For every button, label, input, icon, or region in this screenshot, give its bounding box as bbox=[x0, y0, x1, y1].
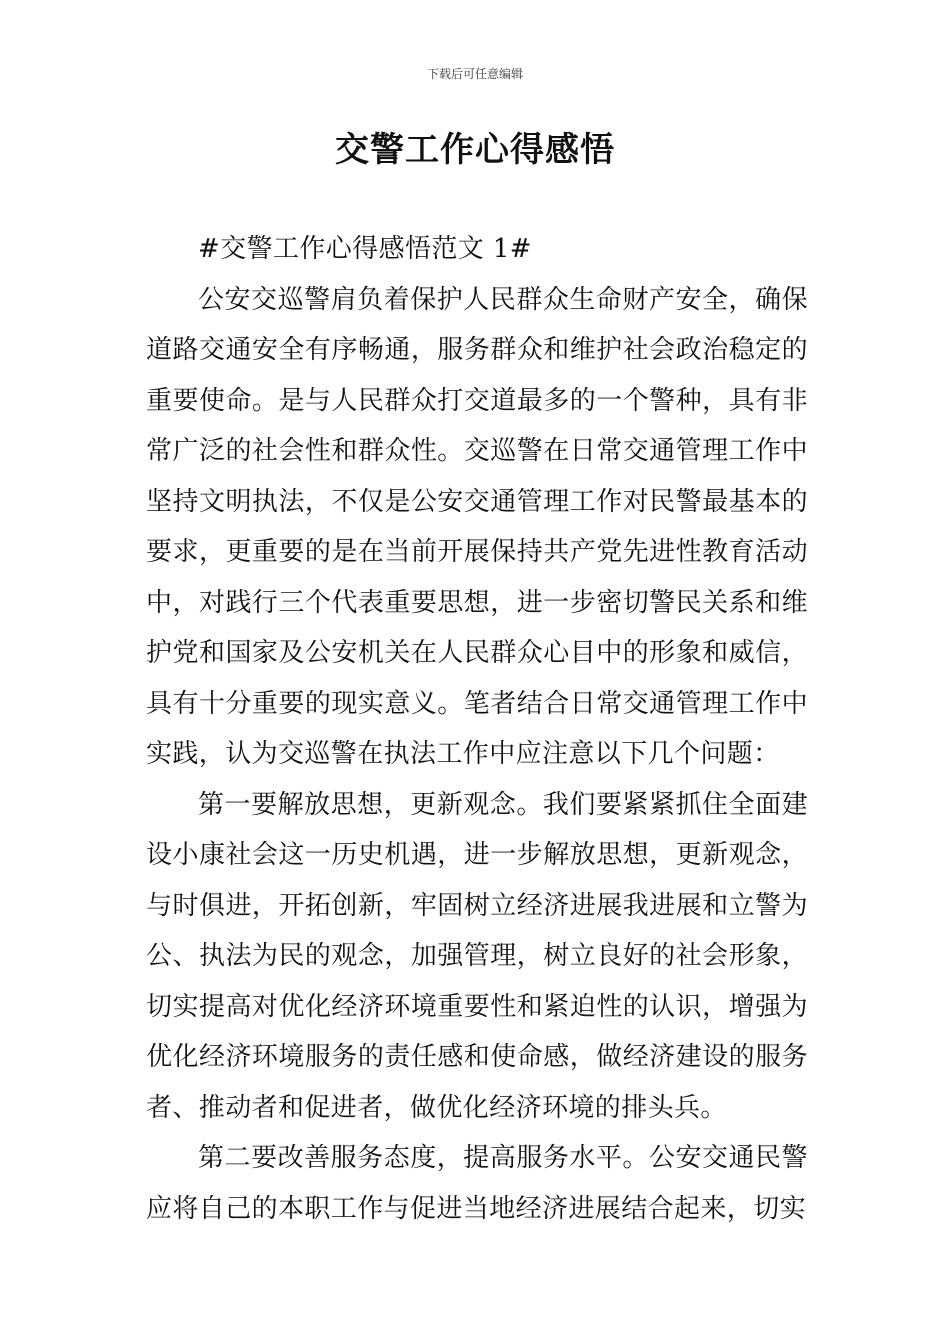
paragraph-first-point: 第一要解放思想，更新观念。我们要紧紧抓住全面建设小康社会这一历史机遇，进一步解放思想，更新观念，与时俱进，开拓创新，牢固树立经济进展我进展和立警为公、执法为民的观念，加强管理，树立良好的社会形象，切实提高对优化经济环境重要性和紧迫性的认识，增强为优化经济环境服务的责任感和使命感，做经济建设的服务者、推动者和促进者，做优化经济环境的排头兵。 bbox=[146, 789, 808, 1123]
section-heading: #交警工作心得感悟范文 1# bbox=[198, 234, 532, 264]
header-note: 下载后可任意编辑 bbox=[426, 67, 523, 81]
paragraph-intro: 公安交巡警肩负着保护人民群众生命财产安全，确保道路交通安全有序畅通，服务群众和维护社会政治稳定的重要使命。是与人民群众打交道最多的一个警种，具有非常广泛的社会性和群众性。交巡警在日常交通管理工作中坚持文明执法，不仅是公安交通管理工作对民警最基本的要求，更重要的是在当前开展保持共产党先进性教育活动中，对践行三个代表重要思想，进一步密切警民关系和维护党和国家及公安机关在人民群众心目中的形象和威信，具有十分重要的现实意义。笔者结合日常交通管理工作中实践，认为交巡警在执法工作中应注意以下几个问题： bbox=[146, 284, 808, 769]
document-body bbox=[146, 224, 808, 1234]
paragraph-second-point: 第二要改善服务态度，提高服务水平。公安交通民警应将自己的本职工作与促进当地经济进展结合起来，切实 bbox=[146, 1143, 808, 1224]
document-title: 交警工作心得感悟 bbox=[335, 130, 615, 170]
